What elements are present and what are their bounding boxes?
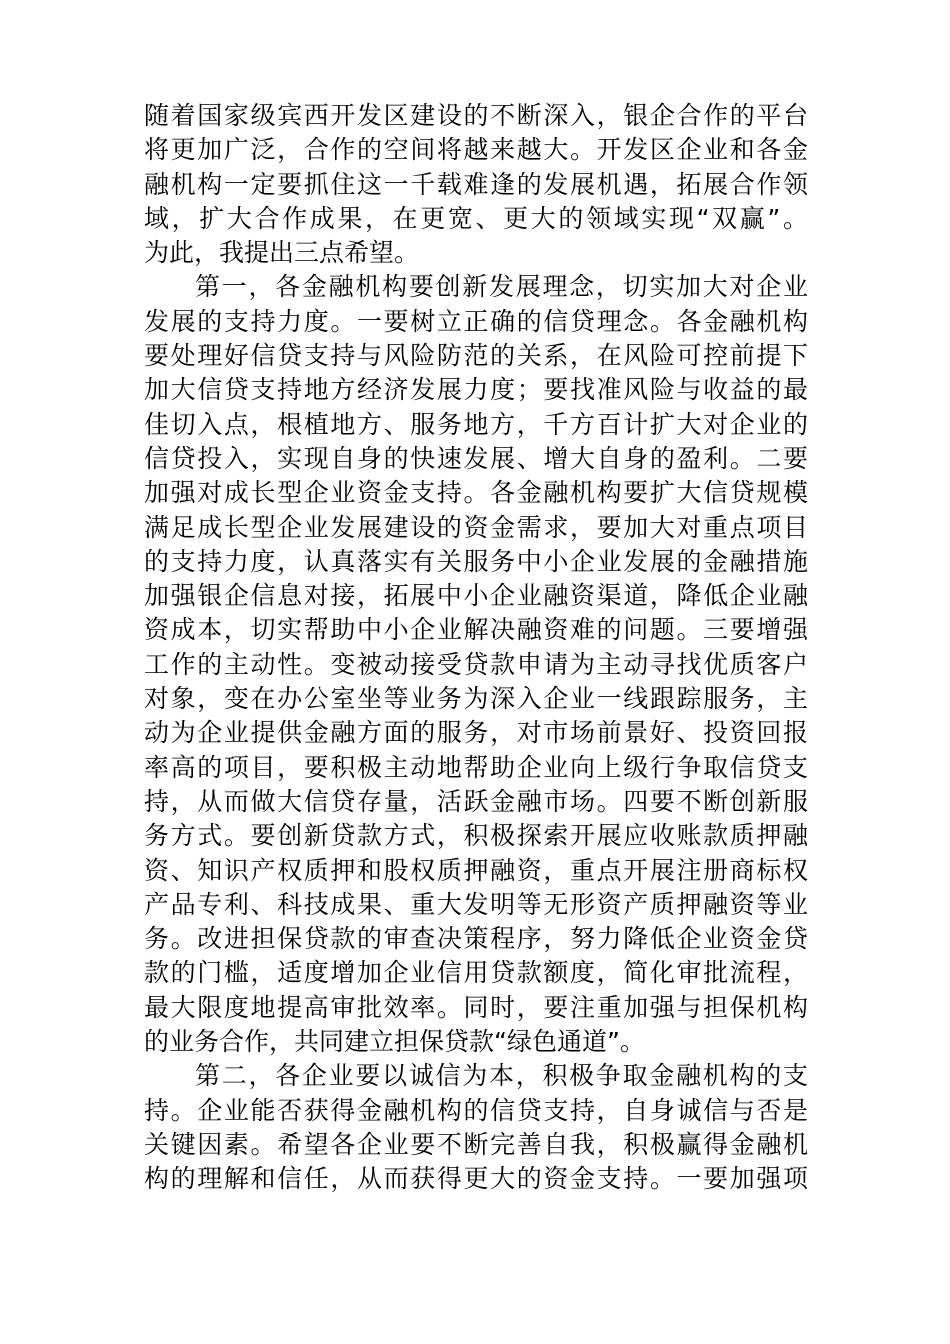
text-line: 资成本，切实帮助中小企业解决融资难的问题。三要增强 (144, 615, 808, 645)
text-line: 域，扩大合作成果，在更宽、更大的领域实现“双赢”。 (144, 203, 808, 233)
text-line: 工作的主动性。变被动接受贷款申请为主动寻找优质客户 (144, 649, 808, 679)
text-line: 对象，变在办公室坐等业务为深入企业一线跟踪服务，主 (144, 684, 808, 714)
text-line: 为此，我提出三点希望。 (144, 238, 420, 268)
text-line: 的业务合作，共同建立担保贷款“绿色通道”。 (144, 1027, 645, 1057)
text-line: 关键因素。希望各企业要不断完善自我，积极赢得金融机 (144, 1129, 808, 1159)
text-line: 务方式。要创新贷款方式，积极探索开展应收账款质押融 (144, 821, 808, 851)
text-line: 随着国家级宾西开发区建设的不断深入，银企合作的平台 (144, 101, 808, 130)
text-line: 务。改进担保贷款的审查决策程序，努力降低企业资金贷 (144, 924, 808, 954)
text-line: 加强对成长型企业资金支持。各金融机构要扩大信贷规模 (144, 478, 808, 508)
text-line: 持，从而做大信贷存量，活跃金融市场。四要不断创新服 (144, 786, 808, 816)
body-text (144, 99, 808, 1197)
text-line: 满足成长型企业发展建设的资金需求，要加大对重点项目 (144, 512, 808, 542)
text-line: 要处理好信贷支持与风险防范的关系，在风险可控前提下 (144, 341, 808, 371)
section-heading-line: 第二，各企业要以诚信为本，积极争取金融机构的支 (195, 1061, 808, 1091)
text-line: 款的门槛，适度增加企业信用贷款额度，简化审批流程， (144, 958, 808, 988)
section-heading-line: 第一，各金融机构要创新发展理念，切实加大对企业 (195, 272, 808, 302)
text-line: 将更加广泛，合作的空间将越来越大。开发区企业和各金 (144, 135, 808, 165)
text-line: 发展的支持力度。一要树立正确的信贷理念。各金融机构 (144, 306, 808, 336)
text-line: 信贷投入，实现自身的快速发展、增大自身的盈利。二要 (144, 443, 808, 473)
text-line: 佳切入点，根植地方、服务地方，千方百计扩大对企业的 (144, 409, 808, 439)
text-line: 动为企业提供金融方面的服务，对市场前景好、投资回报 (144, 718, 808, 748)
text-line: 融机构一定要抓住这一千载难逢的发展机遇，拓展合作领 (144, 169, 808, 199)
text-line: 加强银企信息对接，拓展中小企业融资渠道，降低企业融 (144, 581, 808, 611)
text-line: 率高的项目，要积极主动地帮助企业向上级行争取信贷支 (144, 752, 808, 782)
text-line: 最大限度地提高审批效率。同时，要注重加强与担保机构 (144, 992, 808, 1022)
text-line: 的支持力度，认真落实有关服务中小企业发展的金融措施 (144, 546, 808, 576)
text-line: 资、知识产权质押和股权质押融资，重点开展注册商标权 (144, 855, 808, 885)
text-line: 产品专利、科技成果、重大发明等无形资产质押融资等业 (144, 889, 808, 919)
text-line: 构的理解和信任，从而获得更大的资金支持。一要加强项 (144, 1164, 808, 1194)
text-line: 加大信贷支持地方经济发展力度；要找准风险与收益的最 (144, 375, 808, 405)
text-line: 持。企业能否获得金融机构的信贷支持，自身诚信与否是 (144, 1095, 808, 1125)
